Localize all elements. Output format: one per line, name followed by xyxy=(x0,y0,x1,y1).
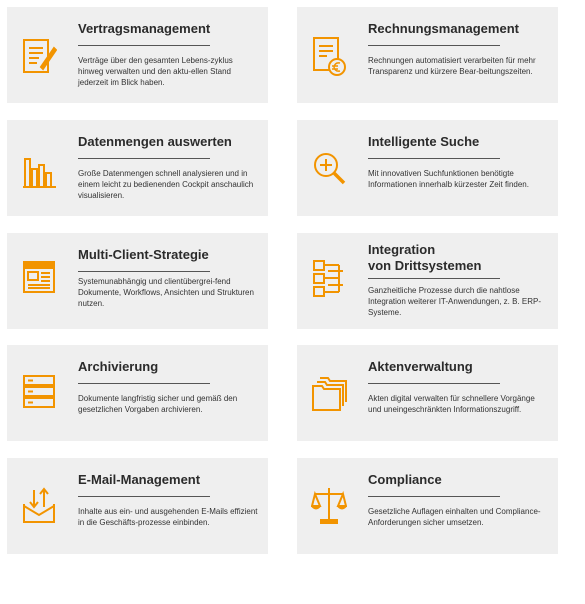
card-title: Vertragsmanagement xyxy=(78,21,211,36)
search-icon xyxy=(311,147,347,191)
card-description: Gesetzliche Auflagen einhalten und Compliance-Anforderungen sicher umsetzen. xyxy=(368,507,541,527)
card-intelligente-suche xyxy=(297,120,558,216)
card-description: Ganzheitliche Prozesse durch die nahtlose Integration weiterer IT-Anwendungen, z. B. ERP-Systeme. xyxy=(368,286,541,317)
card-multi-client-strategie xyxy=(7,233,268,329)
integration-icon xyxy=(311,257,347,301)
title-divider xyxy=(78,158,210,159)
archive-icon xyxy=(21,372,57,416)
card-title: Multi-Client-Strategie xyxy=(78,247,209,262)
card-title: Rechnungsmanagement xyxy=(368,21,519,36)
card-description: Große Datenmengen schnell analysieren und in einem leicht zu bedienenden Cockpit anschaulich visualisieren. xyxy=(78,169,254,200)
card-vertragsmanagement xyxy=(7,7,268,103)
title-divider xyxy=(368,158,500,159)
title-divider xyxy=(78,45,210,46)
title-divider xyxy=(78,496,210,497)
card-integration xyxy=(297,233,558,329)
card-title: Intelligente Suche xyxy=(368,134,480,149)
card-title: Datenmengen auswerten xyxy=(78,134,232,149)
card-aktenverwaltung xyxy=(297,345,558,441)
card-description: Verträge über den gesamten Lebens-zyklus hinweg verwalten und den aktu-ellen Stand jederzeit im Blick haben. xyxy=(78,56,233,87)
card-datenmengen-auswerten xyxy=(7,120,268,216)
title-divider xyxy=(78,383,210,384)
title-divider xyxy=(78,271,210,272)
layout-window-icon xyxy=(21,258,57,302)
title-divider xyxy=(368,45,500,46)
title-divider xyxy=(368,278,500,279)
card-rechnungsmanagement xyxy=(297,7,558,103)
card-description: Mit innovativen Suchfunktionen benötigte Informationen innerhalb kürzester Zeit finden. xyxy=(368,169,529,189)
invoice-euro-icon xyxy=(311,34,347,78)
card-compliance xyxy=(297,458,558,554)
bar-chart-icon xyxy=(21,147,57,191)
card-title: Aktenverwaltung xyxy=(368,359,473,374)
card-title: Integration xyxy=(368,242,436,257)
card-title: Archivierung xyxy=(78,359,159,374)
scales-icon xyxy=(311,484,347,528)
contract-edit-icon xyxy=(21,34,57,78)
card-description: Dokumente langfristig sicher und gemäß den gesetzlichen Vorgaben archivieren. xyxy=(78,394,238,414)
card-archivierung xyxy=(7,345,268,441)
card-title: Compliance xyxy=(368,472,442,487)
mail-inout-icon xyxy=(21,484,57,528)
card-title: E-Mail-Management xyxy=(78,472,201,487)
card-title-line-2: von Drittsystemen xyxy=(368,258,482,273)
card-description: Akten digital verwalten für schnellere Vorgänge und uneingeschränkten Informationszugriff. xyxy=(368,394,535,414)
title-divider xyxy=(368,496,500,497)
title-divider xyxy=(368,383,500,384)
card-description: Systemunabhängig und clientübergrei-fend Dokumente, Workflows, Ansichten und Strukturen nutzen. xyxy=(78,277,254,308)
card-description: Inhalte aus ein- und ausgehenden E-Mails effizient in die Geschäfts-prozesse einbinden. xyxy=(78,507,258,527)
folders-icon xyxy=(311,372,347,416)
card-email-management xyxy=(7,458,268,554)
card-description: Rechnungen automatisiert verarbeiten für mehr Transparenz und kürzere Bear-beitungszeiten. xyxy=(368,56,536,76)
